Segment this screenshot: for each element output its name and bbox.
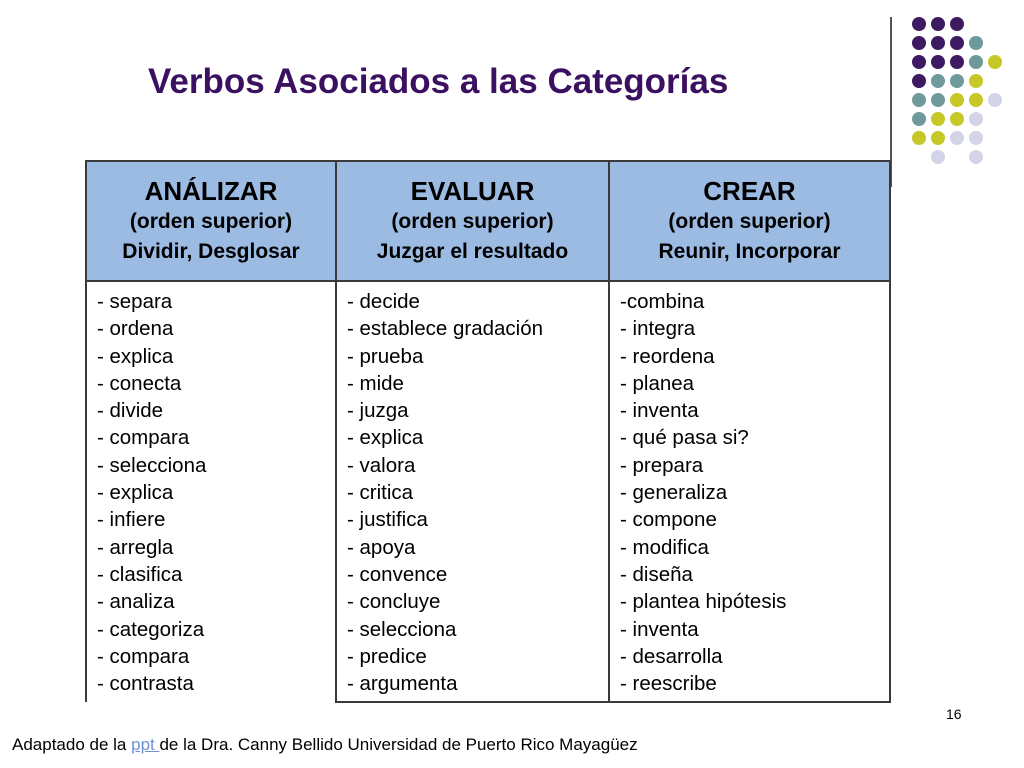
verb-item: - concluye [347,590,441,614]
column-title: EVALUAR [410,176,535,206]
verb-cell-evaluar [336,281,609,702]
decorative-dot [931,55,945,69]
decorative-dot [950,93,964,107]
column-subtitle: (orden superior) [129,210,293,233]
verb-item: - compara [97,644,190,668]
verb-item: - predice [347,644,427,668]
verb-item: - infiere [97,508,166,532]
decorative-dot [950,131,964,145]
verb-item: - generaliza [620,481,728,505]
credit-prefix: Adaptado de la [12,735,132,754]
decorative-dot [969,93,983,107]
decorative-dot [912,131,926,145]
verb-cell-analizar [86,281,336,702]
verbs-table [85,160,891,703]
column-description: Dividir, Desglosar [122,240,300,263]
column-header-evaluar [336,161,609,281]
verb-item: - plantea hipótesis [620,590,787,614]
decorative-dot [912,74,926,88]
decorative-dot-pattern [900,10,1024,170]
verb-item: - separa [97,290,173,313]
verb-item: - clasifica [97,562,183,586]
verb-item: - modifica [620,535,709,559]
decorative-dot [912,55,926,69]
decorative-dot [988,55,1002,69]
table-header-row [86,161,890,281]
verb-item: - prepara [620,453,704,477]
verb-item: - explica [347,426,424,450]
verb-item: - reordena [620,344,715,368]
decorative-dot [969,131,983,145]
decorative-dot [969,55,983,69]
column-title: ANÁLIZAR [144,176,278,206]
verb-item: - arregla [97,535,174,559]
verb-item: - qué pasa si? [620,426,749,450]
verb-item: - justifica [347,508,428,532]
decorative-dot [969,150,983,164]
verb-item: - selecciona [97,453,207,477]
decorative-dot [969,36,983,50]
verb-item: - integra [620,317,696,341]
decorative-dot [931,17,945,31]
decorative-dot [931,150,945,164]
verb-cell-crear [609,281,890,702]
verb-item: -combina [620,290,705,313]
verb-item: - critica [347,481,414,505]
verb-item: - contrasta [97,672,194,696]
verb-item: - apoya [347,535,416,559]
verb-item: - compone [620,508,717,532]
decorative-dot [912,36,926,50]
decorative-dot [931,36,945,50]
decorative-dot [931,74,945,88]
verb-item: - desarrolla [620,644,723,668]
verb-item: - prueba [347,344,424,368]
verb-item: - analiza [97,590,175,614]
verb-item: - diseña [620,562,693,586]
column-header-analizar [86,161,336,281]
decorative-dot [988,93,1002,107]
decorative-dot [950,74,964,88]
verb-item: - planea [620,371,695,395]
verb-item: - reescribe [620,672,717,696]
decorative-dot [931,112,945,126]
verb-list [347,288,608,697]
decorative-dot [969,112,983,126]
verb-item: - establece gradación [347,317,544,341]
verb-item: - explica [97,481,174,505]
verb-item: - inventa [620,617,699,641]
decorative-dot [950,55,964,69]
verb-item: - categoriza [97,617,205,641]
ppt-link[interactable]: ppt [131,735,160,754]
column-description: Juzgar el resultado [376,240,569,263]
table-body-row [86,281,890,702]
verb-item: - mide [347,371,404,395]
verb-item: - selecciona [347,617,457,641]
slide-title: Verbos Asociados a las Categorías [148,62,729,101]
verb-item: - explica [97,344,174,368]
column-description: Reunir, Incorporar [658,240,841,263]
column-title: CREAR [703,176,796,206]
verb-item: - divide [97,399,164,423]
verb-item: - convence [347,562,448,586]
decorative-dot [950,36,964,50]
verb-list [97,288,335,697]
verb-item: - inventa [620,399,699,423]
column-header-crear [609,161,890,281]
verb-item: - compara [97,426,190,450]
source-credit [12,735,638,755]
verb-item: - ordena [97,317,174,341]
verb-item: - valora [347,453,416,477]
decorative-dot [912,93,926,107]
credit-suffix: de la Dra. Canny Bellido Universidad de Puerto Rico Mayagüez [159,735,638,754]
verb-item: - conecta [97,371,182,395]
verb-item: - decide [347,290,420,313]
column-subtitle: (orden superior) [391,210,554,233]
decorative-dot [969,74,983,88]
verb-item: - juzga [347,399,409,423]
decorative-dot [950,112,964,126]
decorative-dot [931,93,945,107]
page-number: 16 [946,706,962,722]
decorative-dot [912,17,926,31]
decorative-dot [931,131,945,145]
column-subtitle: (orden superior) [668,210,831,233]
verb-item: - argumenta [347,672,458,696]
decorative-dot [950,17,964,31]
decorative-dot [912,112,926,126]
verb-list [620,288,889,697]
